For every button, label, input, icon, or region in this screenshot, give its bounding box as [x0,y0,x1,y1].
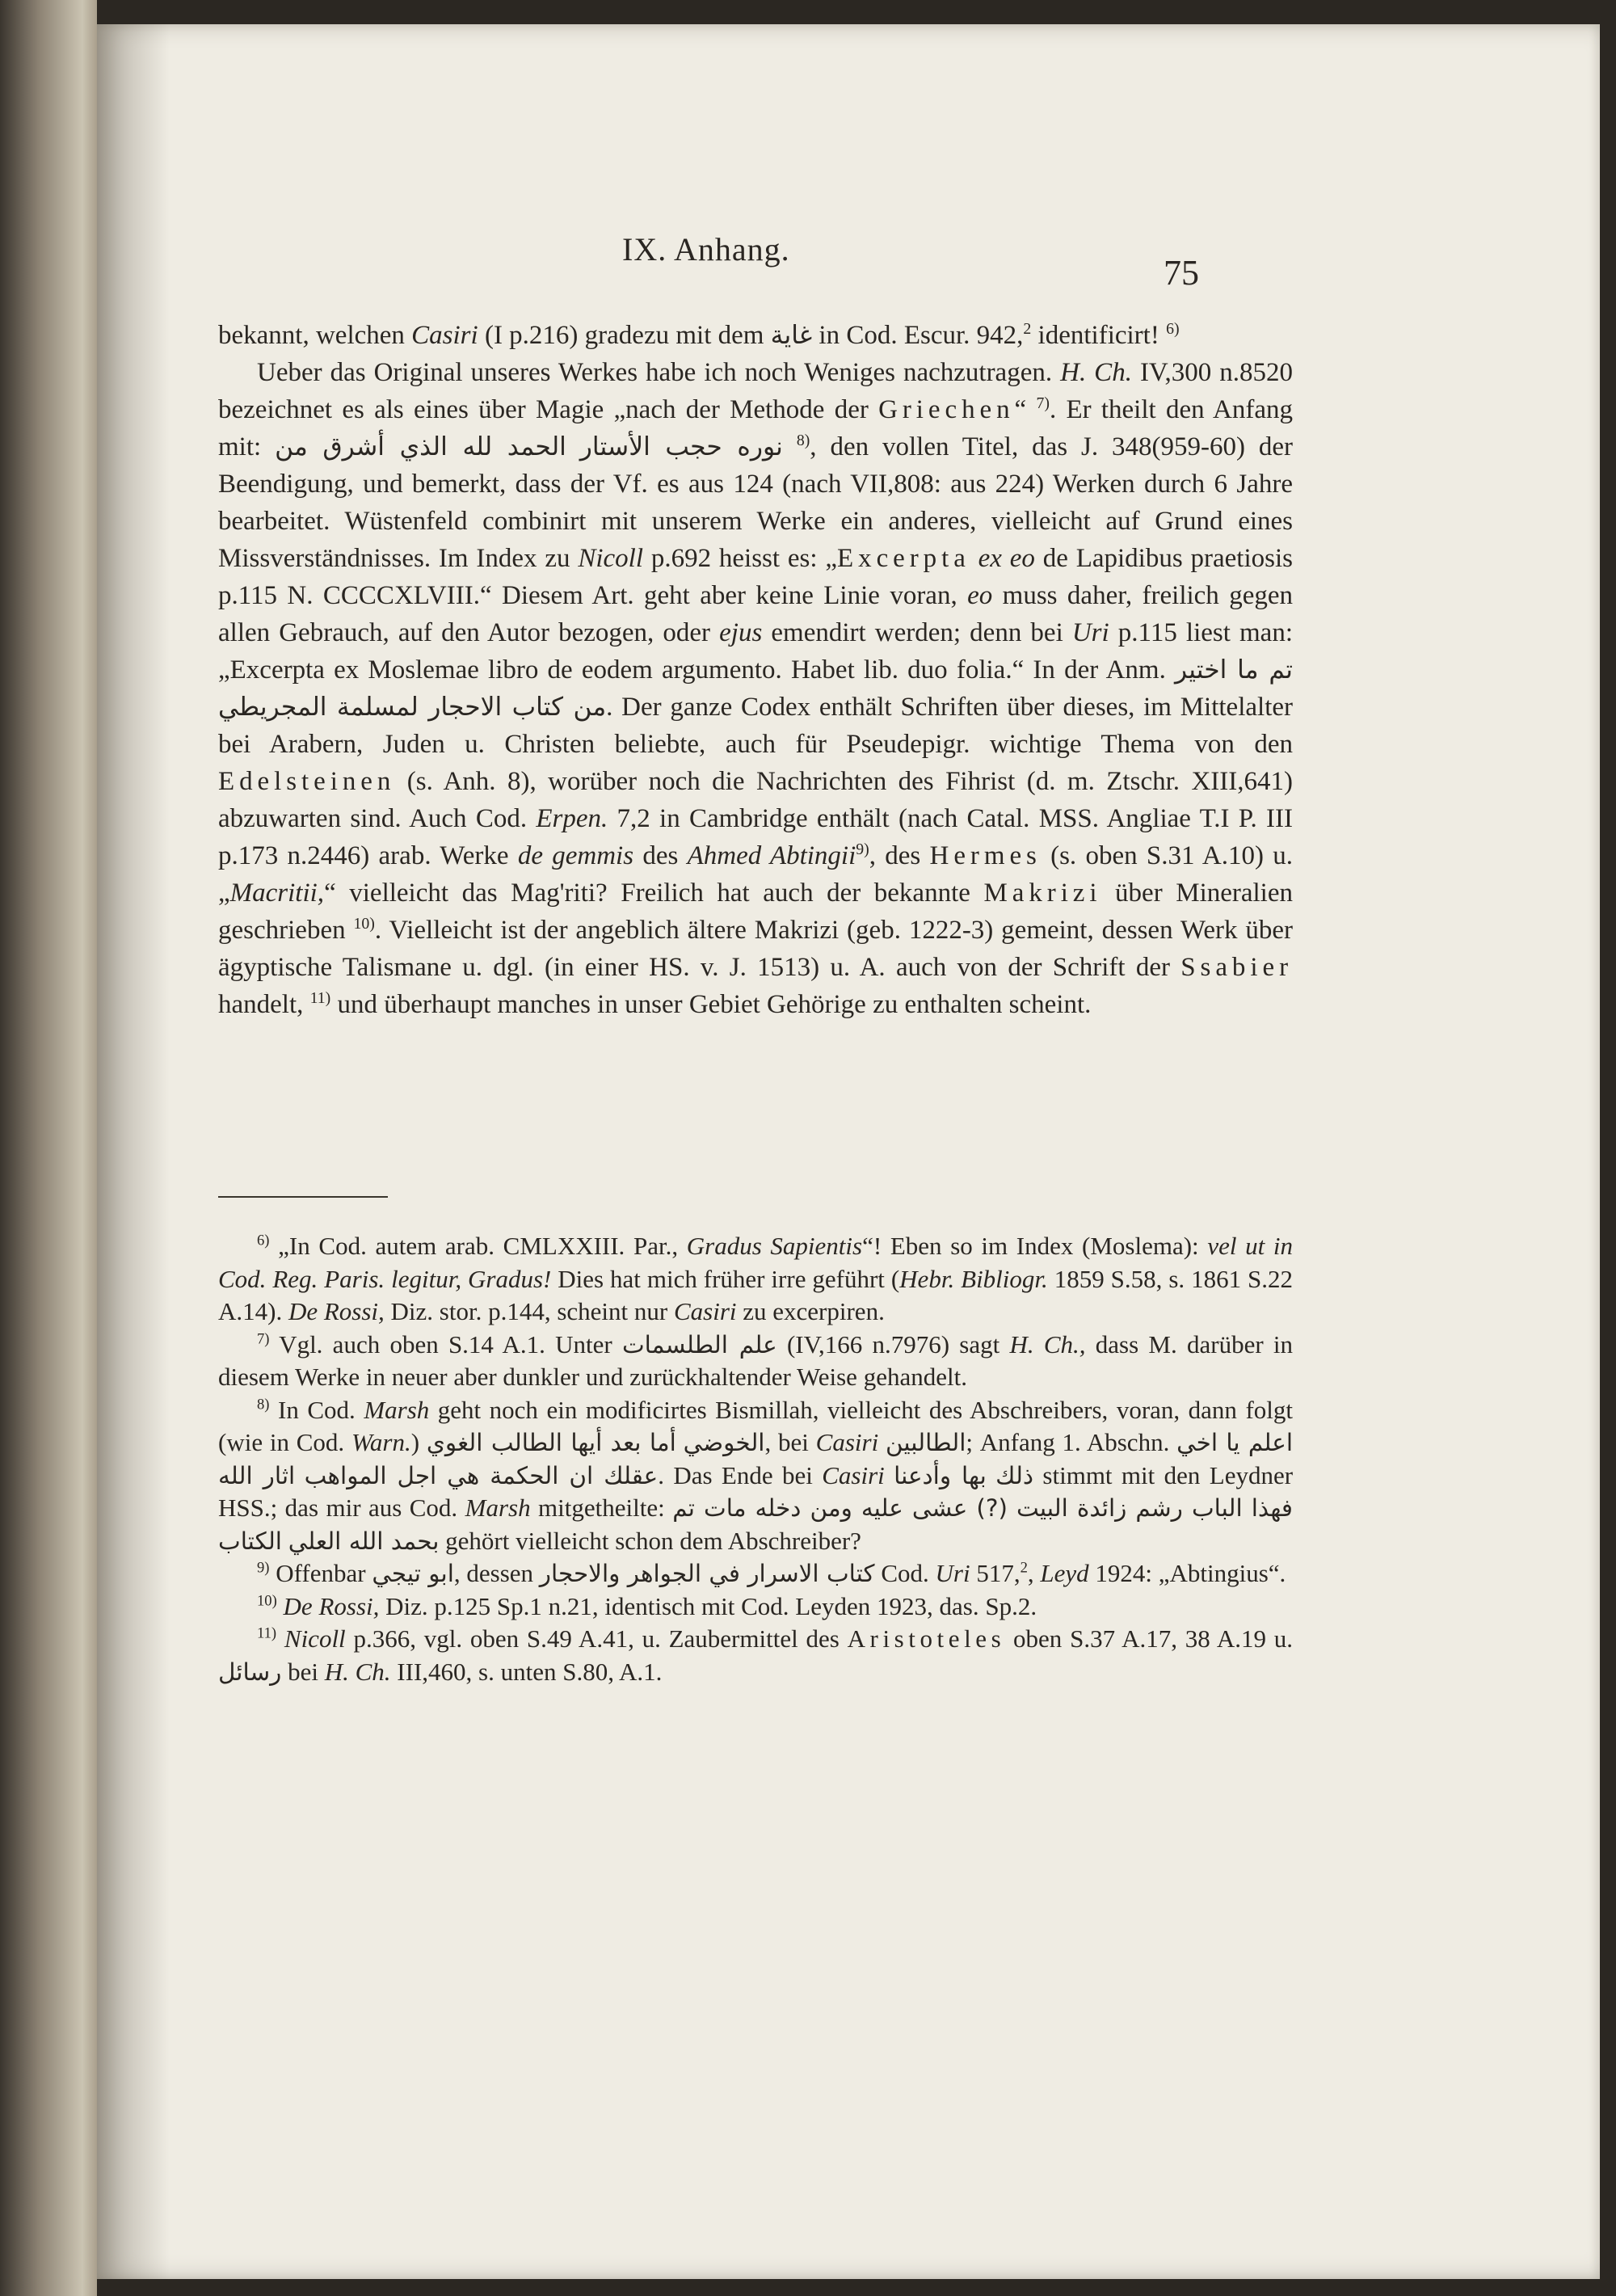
footnote-11: $^{11)}$ Nicoll p.366, vgl. oben S.49 A.41, u. Zaubermittel des Aristoteles oben S.37 A.17, 38 A.19 u. رسائل bei H. Ch. III,460, s. unten S.80, A.1. [218,1624,1294,1686]
main-paragraph-1: bekannt, welchen Casiri (I p.216) gradezu mit dem غاية in Cod. Escur. 942,$^2$ identificirt! $^{6)}$ [218,320,1180,350]
main-paragraph-2: Ueber das Original unseres Werkes habe ich noch Weniges nachzutragen. H. Ch. IV,300 n.8520 bezeichnet es als eines über Magie „nach der Methode der Griechen“ $^{7)}$. Er theilt den Anfang mit: الحمد لله الذي أشرق من نوره حجب الأستار $^{8)}$, den vollen Titel, das J. 348(959-60) der Beendigung, und bemerkt, dass der Vf. es aus 124 (nach VII,808: aus 224) Werken durch 6 Jahre bearbeitet. Wüstenfeld combinirt mit unserem Werke ein anderes, vielleicht auf Grund eines Missverständnisses. Im Index zu Nicoll p.692 heisst es: „Excerpta ex eo de Lapidibus praetiosis p.115 N. CCCCXLVIII.“ Diesem Art. geht aber keine Linie voran, eo muss daher, freilich gegen allen Gebrauch, auf den Autor bezogen, oder ejus emendirt werden; denn bei Uri p.115 liest man: „Excerpta ex Moslemae libro de eodem argumento. Habet lib. duo folia.“ In der Anm. تم ما اختير من كتاب الاحجار لمسلمة المجريطي. Der ganze Codex enthält Schriften über dieses, im Mittelalter bei Arabern, Juden u. Christen beliebte, auch für Pseudepigr. wichtige Thema von den Edelsteinen (s. Anh. 8), worüber noch die Nachrichten des Fihrist (d. m. Ztschr. XIII,641) abzuwarten sind. Auch Cod. Erpen. 7,2 in Cambridge enthält (nach Catal. MSS. Angliae T.I P. III p.173 n.2446) arab. Werke de gemmis des Ahmed Abtingii$^{9)}$, des Hermes (s. oben S.31 A.10) u. „Macritii,“ vielleicht das Mag'riti? Freilich hat auch der bekannte Makrizi über Mineralien geschrieben $^{10)}$. Vielleicht ist der angeblich ältere Makrizi (geb. 1222-3) gemeint, dessen Werk über ägyptische Talismane u. dgl. (in einer HS. v. J. 1513) u. A. auch von der Schrift der Ssabier handelt, $^{11)}$ und überhaupt manches in unser Gebiet Gehörige zu enthalten scheint. [218,358,1294,1019]
book-page [97,24,1600,2279]
footnote-10: $^{10)}$ De Rossi, Diz. p.125 Sp.1 n.21, identisch mit Cod. Leyden 1923, das. Sp.2. [257,1591,1037,1620]
footnote-8: $^{8)}$ In Cod. Marsh geht noch ein modificirtes Bismillah, vielleicht des Abschreibers, voran, dann folgt (wie in Cod. Warn.) أما بعد أيها الطالب الغوي الخوضي, bei Casiri الطالبين; Anfang 1. Abschn. اعلم يا اخي اثار الله عقلك ان الحكمة هي اجل المواهب. Das Ende bei Casiri بها وأدعنا ذلك stimmt mit den Leydner HSS.; das mir aus Cod. Marsh mitgetheilte: فهذا الباب رشم زائدة البيت (?) عشى عليه ومن دخله مات تم الكتاب بحمد الله العلي gehört vielleicht schon dem Abschreiber? [218,1395,1294,1555]
footnote-ref-8: 8) [796,432,810,449]
footnote-divider [218,1196,388,1198]
running-head: IX. Anhang. [622,231,790,268]
gutter-shadow [97,24,170,2279]
footnote-ref-7: 7) [1036,394,1050,412]
footnote-6: $^{6)}$ „In Cod. autem arab. CMLXXIII. Par., Gradus Sapientis“! Eben so im Index (Moslema): vel ut in Cod. Reg. Paris. legitur, Gradus! Dies hat mich früher irre geführt (Hebr. Bibliogr. 1859 S.58, s. 1861 S.22 A.14). De Rossi, Diz. stor. p.144, scheint nur Casiri zu excerpiren. [218,1232,1294,1325]
footnote-ref-10: 10) [353,915,375,933]
footnote-7: $^{7)}$ Vgl. auch oben S.14 A.1. Unter علم الطلسمات (IV,166 n.7976) sagt H. Ch., dass M. darüber in diesem Werke in neuer aber dunkler und zurückhaltender Weise gehandelt. [218,1329,1294,1391]
footnotes [218,1230,1293,1688]
adjacent-page-edge [0,0,97,2296]
footnote-ref-11: 11) [309,989,331,1007]
page-number: 75 [1164,253,1199,293]
footnote-ref-9: 9) [856,840,869,858]
main-text [218,317,1293,1023]
footnote-ref-6: 6) [1166,320,1180,338]
footnote-9: $^{9)}$ Offenbar ابو تيجي, dessen كتاب الاسرار في الجواهر والاحجار Cod. Uri 517,$^2$, Leyd 1924: „Abtingius“. [257,1559,1286,1587]
